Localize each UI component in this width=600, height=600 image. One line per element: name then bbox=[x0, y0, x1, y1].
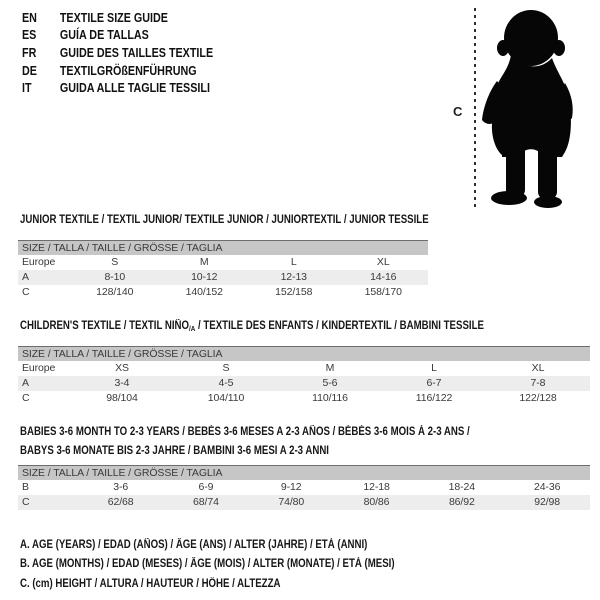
lang-title: TEXTILE SIZE GUIDE bbox=[59, 10, 168, 25]
language-title-list bbox=[22, 9, 244, 97]
babies-title-line1: BABIES 3-6 MONTH TO 2-3 YEARS / BEBÉS 3-6 MESES A 2-3 AÑOS / BÉBÉS 3-6 MOIS À 2-3 ANS / bbox=[20, 426, 470, 438]
table-cell: XS bbox=[115, 362, 129, 374]
table-cell: 62/68 bbox=[107, 496, 134, 508]
table-cell: 7-8 bbox=[530, 377, 546, 389]
table-cell: 6-7 bbox=[426, 377, 442, 389]
table-cell: 104/110 bbox=[207, 392, 245, 404]
table-cell: 98/104 bbox=[106, 392, 138, 404]
table-cell: 12-13 bbox=[280, 271, 307, 283]
table-cell: 9-12 bbox=[280, 481, 302, 493]
row-label-cell: Europe bbox=[22, 362, 56, 374]
table-cell: L bbox=[290, 256, 297, 268]
table-cell: 4-5 bbox=[218, 377, 234, 389]
table-row bbox=[18, 361, 590, 376]
table-cell: 3-4 bbox=[114, 377, 130, 389]
table-cell: L bbox=[431, 362, 437, 374]
row-label-cell: C bbox=[22, 496, 30, 508]
table-cell: 12-18 bbox=[363, 481, 390, 493]
lang-code: ES bbox=[22, 28, 37, 43]
table-cell: 74/80 bbox=[278, 496, 305, 508]
row-label-cell: A bbox=[22, 377, 29, 389]
table-cell: 3-6 bbox=[113, 481, 129, 493]
table-cell: M bbox=[325, 362, 335, 374]
note-age-months: B. AGE (MONTHS) / EDAD (MESES) / ÂGE (MOIS) / ALTER (MONATE) / ETÀ (MESI) bbox=[20, 558, 395, 571]
lang-code: DE bbox=[22, 63, 37, 78]
junior-section-title: JUNIOR TEXTILE / TEXTIL JUNIOR/ TEXTILE JUNIOR / JUNIORTEXTIL / JUNIOR TESSILE bbox=[20, 214, 429, 226]
lang-row-fr bbox=[22, 44, 213, 62]
row-label-cell: C bbox=[22, 286, 30, 298]
table-row bbox=[18, 480, 590, 495]
lang-code: EN bbox=[22, 10, 37, 25]
size-header-bar: SIZE / TALLA / TAILLE / GRÖSSE / TAGLIA bbox=[18, 240, 428, 255]
size-header-bar: SIZE / TALLA / TAILLE / GRÖSSE / TAGLIA bbox=[18, 346, 590, 361]
table-cell: 80/86 bbox=[363, 496, 390, 508]
table-row bbox=[18, 376, 590, 391]
lang-title: GUIDE DES TAILLES TEXTILE bbox=[59, 45, 214, 60]
row-label-cell: B bbox=[22, 481, 29, 493]
row-label-cell: Europe bbox=[22, 256, 56, 268]
babies-size-table bbox=[18, 465, 590, 510]
table-cell: 8-10 bbox=[104, 271, 126, 283]
table-cell: 128/140 bbox=[96, 286, 134, 298]
lang-row-en bbox=[22, 9, 213, 27]
table-cell: 24-36 bbox=[533, 481, 561, 493]
children-title-text: / TEXTILE DES ENFANTS / KINDERTEXTIL / BAMBINI TESSILE bbox=[195, 320, 484, 332]
lang-title: GUÍA DE TALLAS bbox=[59, 28, 149, 43]
table-cell: M bbox=[199, 256, 209, 268]
table-cell: 152/158 bbox=[275, 286, 313, 298]
children-title-subscript: /A bbox=[189, 324, 196, 333]
table-cell: 116/122 bbox=[415, 392, 453, 404]
children-title-text: CHILDREN'S TEXTILE / TEXTIL NIÑO bbox=[20, 320, 190, 332]
table-cell: 10-12 bbox=[191, 271, 218, 283]
babies-title-line2: BABYS 3-6 MONATE BIS 2-3 JAHRE / BAMBINI 3-6 MESI A 2-3 ANNI bbox=[20, 445, 329, 457]
note-age-years: A. AGE (YEARS) / EDAD (AÑOS) / ÂGE (ANS) / ALTER (JAHRE) / ETÀ (ANNI) bbox=[20, 539, 368, 551]
table-cell: 122/128 bbox=[519, 392, 557, 404]
table-cell: 158/170 bbox=[364, 286, 402, 298]
row-label-cell: A bbox=[22, 271, 29, 283]
height-measure-label: C bbox=[453, 104, 463, 119]
table-cell: 110/116 bbox=[312, 392, 348, 404]
junior-size-table bbox=[18, 240, 428, 300]
size-header-bar: SIZE / TALLA / TAILLE / GRÖSSE / TAGLIA bbox=[18, 465, 590, 480]
lang-row-es bbox=[22, 27, 213, 45]
lang-code: FR bbox=[22, 45, 37, 60]
table-cell: 92/98 bbox=[534, 496, 561, 508]
table-cell: 14-16 bbox=[370, 271, 397, 283]
babies-section-title bbox=[20, 423, 470, 461]
baby-silhouette-icon bbox=[478, 5, 592, 209]
table-cell: 68/74 bbox=[193, 496, 219, 508]
table-row bbox=[18, 285, 428, 300]
lang-code: IT bbox=[22, 81, 32, 96]
lang-row-it bbox=[22, 79, 213, 97]
table-cell: XL bbox=[531, 362, 545, 374]
footnotes bbox=[20, 536, 466, 594]
lang-row-de bbox=[22, 62, 213, 80]
table-row bbox=[18, 270, 428, 285]
table-cell: 140/152 bbox=[185, 286, 223, 298]
table-cell: 18-24 bbox=[448, 481, 476, 493]
children-section-title bbox=[20, 317, 484, 338]
children-size-table bbox=[18, 346, 590, 406]
lang-title: GUIDA ALLE TAGLIE TESSILI bbox=[59, 81, 210, 96]
row-label-cell: C bbox=[22, 392, 30, 404]
table-cell: 6-9 bbox=[198, 481, 214, 493]
table-cell: S bbox=[111, 256, 119, 268]
height-measure-dashed-line bbox=[474, 8, 476, 207]
table-row bbox=[18, 255, 428, 270]
note-height-cm: C. (cm) HEIGHT / ALTURA / HAUTEUR / HÖHE / ALTEZZA bbox=[20, 577, 281, 590]
lang-title: TEXTILGRÖßENFÜHRUNG bbox=[59, 63, 197, 78]
table-row bbox=[18, 391, 590, 406]
table-cell: 86/92 bbox=[448, 496, 475, 508]
table-cell: S bbox=[222, 362, 230, 374]
table-row bbox=[18, 495, 590, 510]
table-cell: XL bbox=[376, 256, 390, 268]
table-cell: 5-6 bbox=[322, 377, 338, 389]
